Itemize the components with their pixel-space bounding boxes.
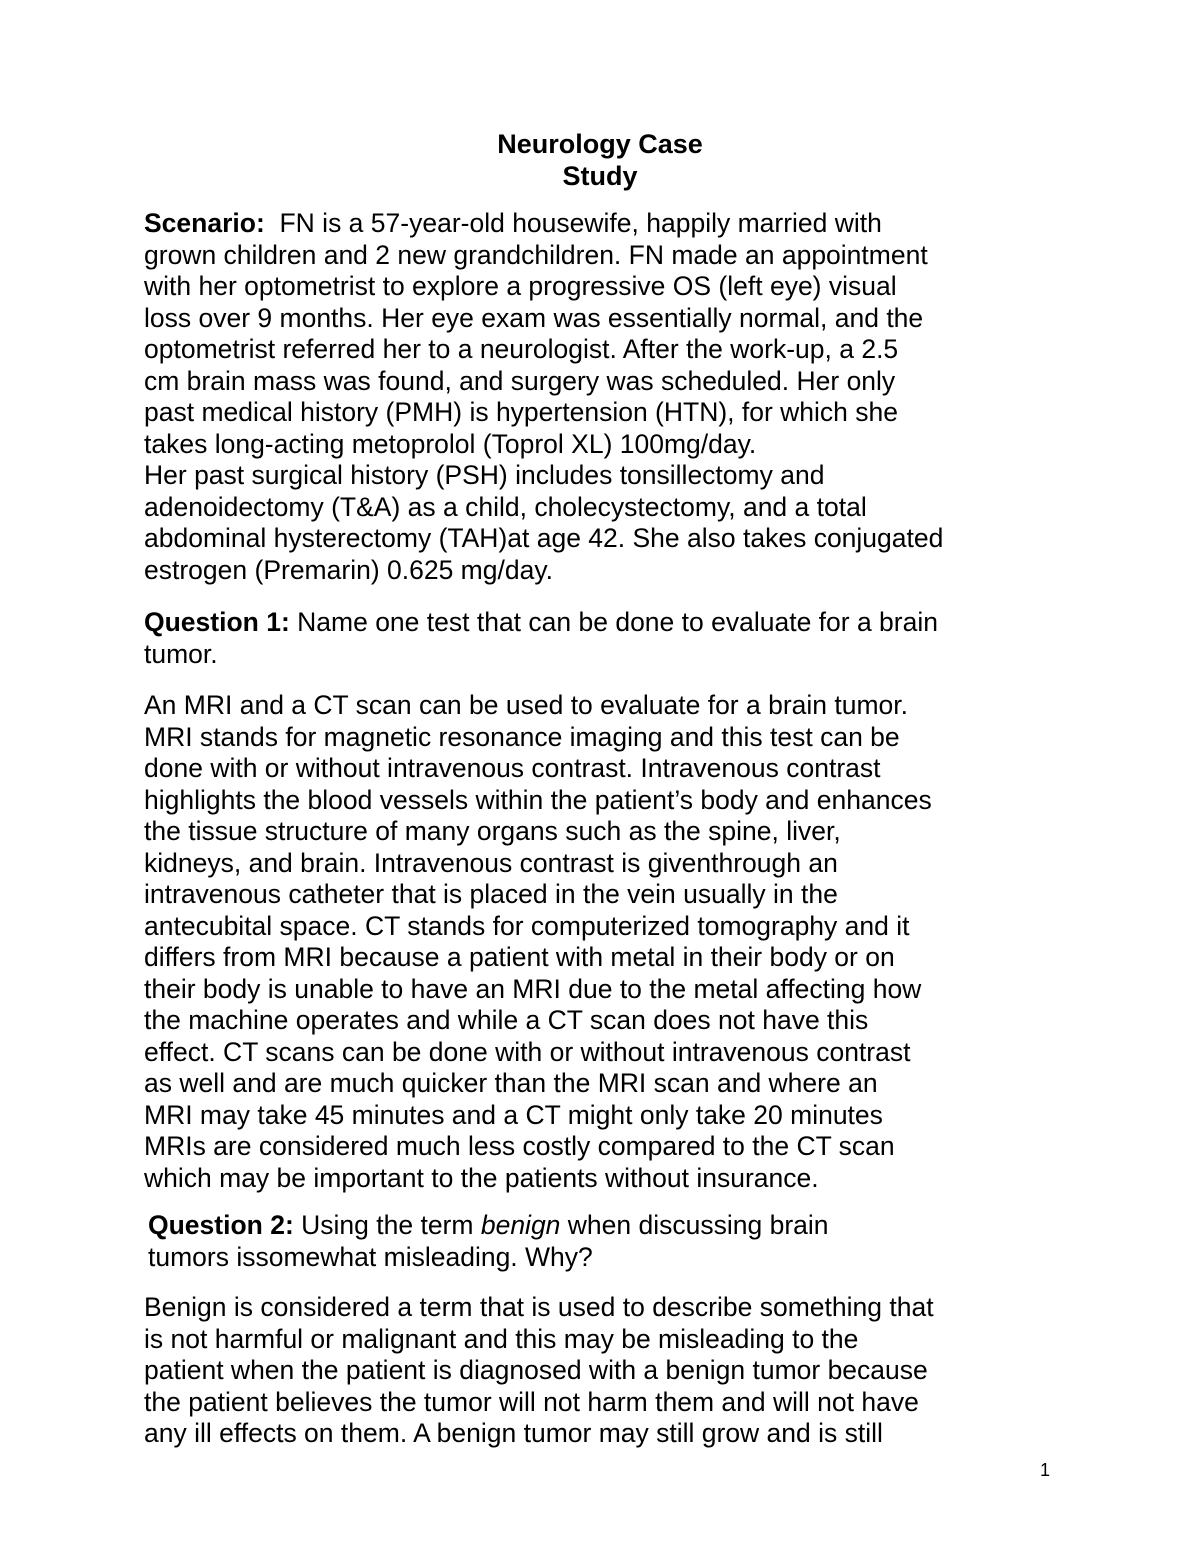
question-2-label: Question 2:	[148, 1210, 294, 1240]
scenario-line: past medical history (PMH) is hypertension (HTN), for which she	[144, 397, 899, 427]
answer-1-line: the machine operates and while a CT scan does not have this	[144, 1005, 869, 1035]
answer-1-line: their body is unable to have an MRI due to the metal affecting how	[144, 973, 922, 1004]
answer-1-line: antecubital space. CT stands for computerized tomography and it	[144, 910, 910, 941]
answer-1	[144, 690, 1074, 1194]
question-2-second-line: tumors issomewhat misleading. Why?	[148, 1241, 593, 1272]
answer-2-line: is not harmful or malignant and this may be misleading to the	[144, 1323, 859, 1354]
answer-2-line: patient when the patient is diagnosed with a benign tumor because	[144, 1355, 928, 1385]
question-1-second-line: tumor.	[144, 638, 218, 669]
answer-1-line: MRI may take 45 minutes and a CT might only take 20 minutes	[144, 1099, 883, 1130]
scenario-line: with her optometrist to explore a progressive OS (left eye) visual	[144, 271, 897, 301]
scenario-line: cm brain mass was found, and surgery was scheduled. Her only	[144, 365, 896, 396]
scenario-paragraph	[144, 208, 1074, 586]
answer-2-line: any ill effects on them. A benign tumor may still grow and is still	[144, 1418, 883, 1448]
page-number: 1	[1040, 1460, 1051, 1480]
answer-1-line: the tissue structure of many organs such as the spine, liver,	[144, 816, 841, 846]
answer-1-line: as well and are much quicker than the MRI scan and where an	[144, 1068, 878, 1098]
question-1-first-line	[144, 607, 1074, 639]
answer-1-line: effect. CT scans can be done with or without intravenous contrast	[144, 1036, 911, 1067]
answer-1-line: An MRI and a CT scan can be used to evaluate for a brain tumor.	[144, 690, 909, 720]
scenario-first-line	[144, 208, 1074, 240]
question-2-first-line	[148, 1210, 1078, 1242]
answer-1-line: which may be important to the patients without insurance.	[144, 1162, 819, 1193]
scenario-line: grown children and 2 new grandchildren. FN made an appointment	[144, 239, 928, 270]
question-2	[148, 1210, 1078, 1273]
answer-1-line: highlights the blood vessels within the patient’s body and enhances	[144, 784, 932, 815]
scenario-line: estrogen (Premarin) 0.625 mg/day.	[144, 554, 553, 585]
scenario-line: abdominal hysterectomy (TAH)at age 42. She also takes conjugated	[144, 523, 944, 553]
document-title	[0, 128, 1200, 192]
answer-1-line: kidneys, and brain. Intravenous contrast is giventhrough an	[144, 847, 838, 878]
answer-2-line: the patient believes the tumor will not harm them and will not have	[144, 1386, 919, 1417]
question-2-italic-term: benign	[480, 1210, 561, 1240]
scenario-line: Her past surgical history (PSH) includes tonsillectomy and	[144, 460, 825, 490]
title-line-1: Neurology Case	[497, 129, 703, 159]
answer-2	[144, 1292, 1074, 1450]
answer-2-line: Benign is considered a term that is used to describe something that	[144, 1292, 934, 1322]
scenario-line: loss over 9 months. Her eye exam was essentially normal, and the	[144, 302, 924, 333]
scenario-first-text: FN is a 57-year-old housewife, happily married with	[279, 208, 882, 238]
answer-1-line: MRI stands for magnetic resonance imaging and this test can be	[144, 721, 900, 752]
answer-1-line: differs from MRI because a patient with metal in their body or on	[144, 942, 895, 972]
question-2-suffix: when discussing brain	[567, 1210, 829, 1240]
question-1-text: Name one test that can be done to evaluate for a brain	[297, 607, 938, 637]
scenario-line: takes long-acting metoprolol (Toprol XL) 100mg/day.	[144, 428, 757, 459]
answer-1-line: intravenous catheter that is placed in the vein usually in the	[144, 879, 838, 909]
title-line-2: Study	[562, 161, 638, 191]
answer-1-line: done with or without intravenous contrast. Intravenous contrast	[144, 753, 881, 783]
question-1-label: Question 1:	[144, 607, 290, 637]
scenario-line: adenoidectomy (T&A) as a child, cholecystectomy, and a total	[144, 491, 867, 522]
answer-1-line: MRIs are considered much less costly compared to the CT scan	[144, 1131, 895, 1161]
scenario-line: optometrist referred her to a neurologist. After the work-up, a 2.5	[144, 334, 899, 364]
question-1	[144, 607, 1074, 670]
question-2-prefix: Using the term	[301, 1210, 474, 1240]
scenario-label: Scenario:	[144, 208, 265, 238]
